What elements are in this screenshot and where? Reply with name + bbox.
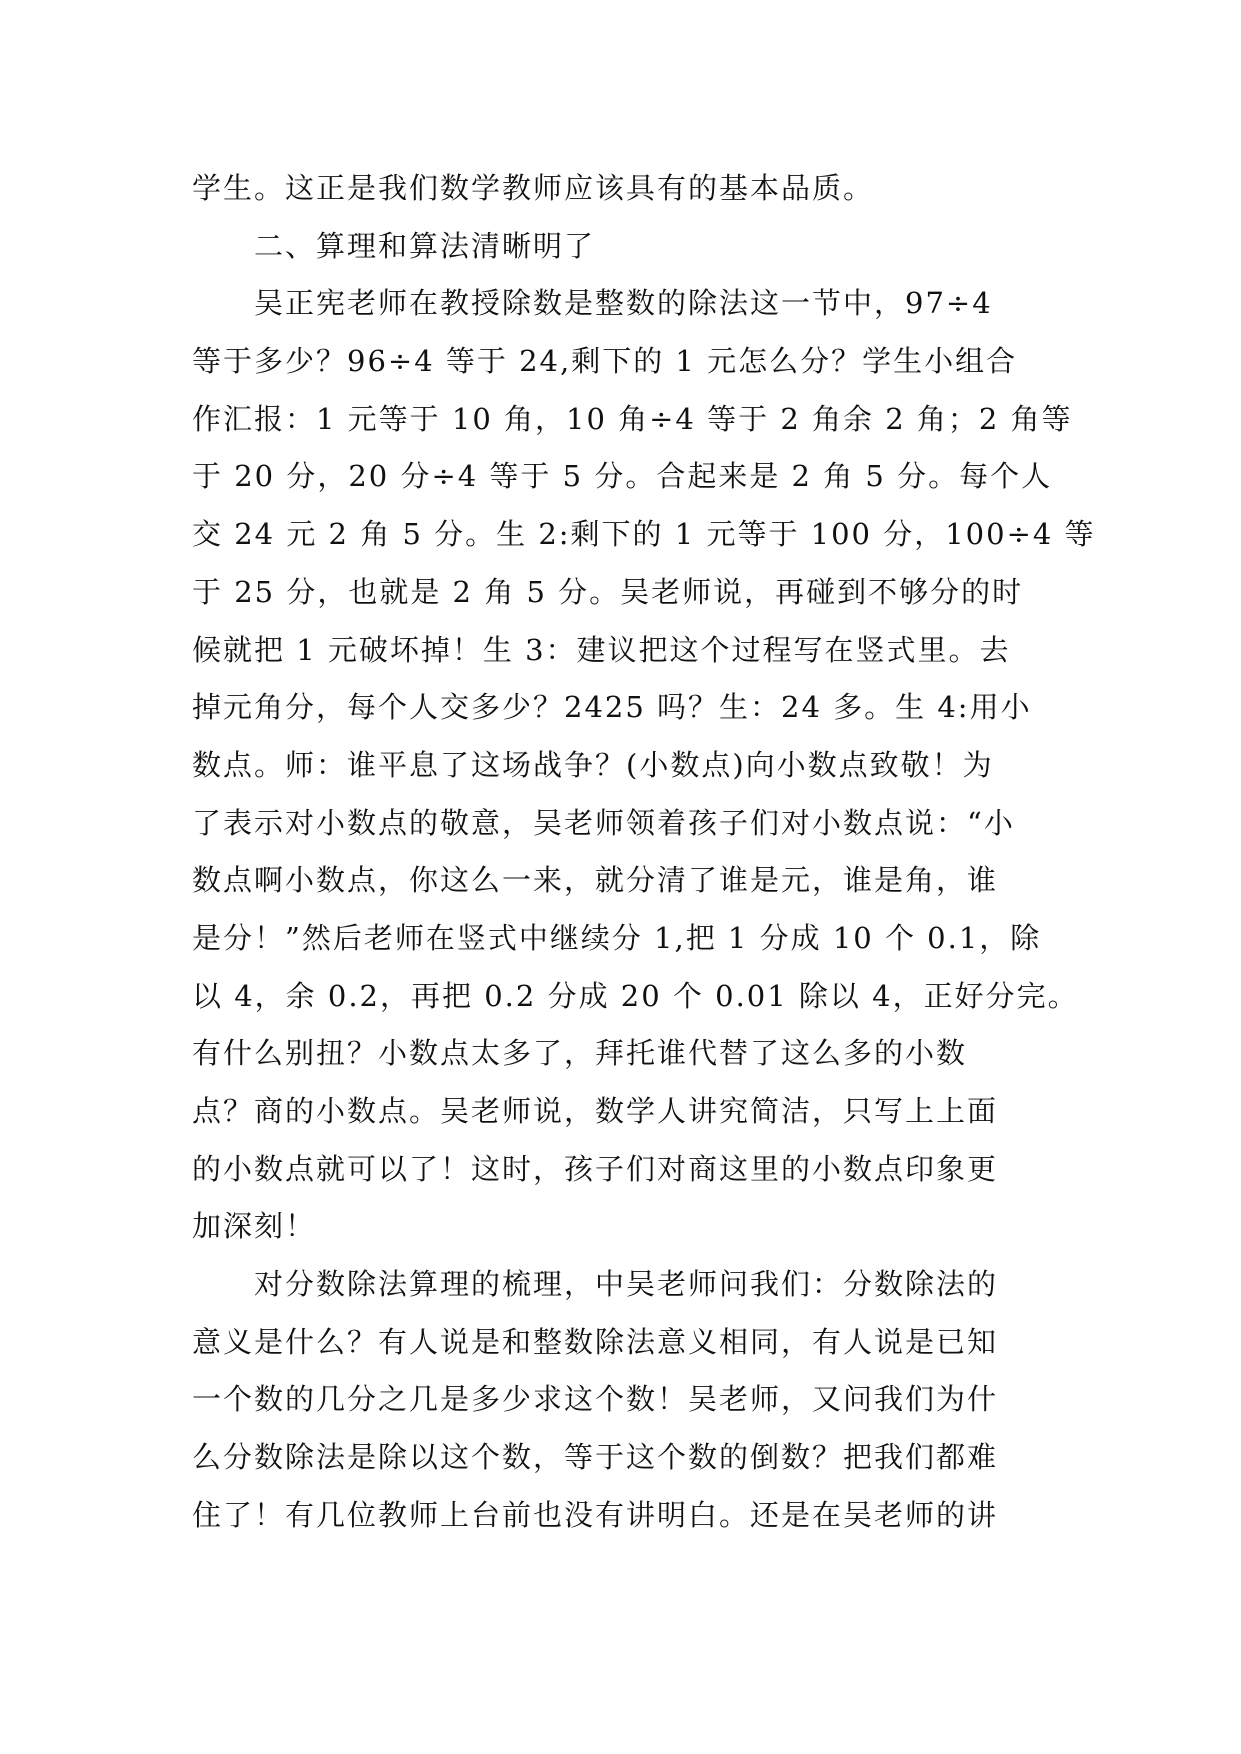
text-line: 数点啊小数点，你这么一来，就分清了谁是元，谁是角，谁 (192, 863, 999, 898)
text-line: 于 20 分，20 分÷4 等于 5 分。合起来是 2 角 5 分。每个人 (192, 459, 1053, 494)
text-line: 以 4，余 0.2，再把 0.2 分成 20 个 0.01 除以 4，正好分完。 (192, 978, 1079, 1013)
text-line: 加深刻！ (192, 1209, 317, 1244)
text-line: 掉元角分，每个人交多少？2425 吗？生：24 多。生 4:用小 (192, 690, 1032, 725)
text-line: 了表示对小数点的敬意，吴老师领着孩子们对小数点说：“小 (192, 805, 1015, 840)
text-line: 住了！有几位教师上台前也没有讲明白。还是在吴老师的讲 (192, 1497, 999, 1532)
text-line: 交 24 元 2 角 5 分。生 2:剩下的 1 元等于 100 分，100÷4 等 (192, 517, 1096, 552)
text-line: 作汇报：1 元等于 10 角，10 角÷4 等于 2 角余 2 角；2 角等 (192, 401, 1073, 436)
text-line: 么分数除法是除以这个数，等于这个数的倒数？把我们都难 (192, 1440, 999, 1475)
text-line: 的小数点就可以了！这时，孩子们对商这里的小数点印象更 (192, 1151, 999, 1186)
text-line: 数点。师：谁平息了这场战争？(小数点)向小数点致敬！为 (192, 747, 994, 782)
text-line: 候就把 1 元破坏掉！生 3：建议把这个过程写在竖式里。去 (192, 632, 1011, 667)
section-heading: 二、算理和算法清晰明了 (254, 228, 596, 263)
text-line: 有什么别扭？小数点太多了，拜托谁代替了这么多的小数 (192, 1036, 968, 1071)
text-line: 等于多少？96÷4 等于 24,剩下的 1 元怎么分？学生小组合 (192, 344, 1018, 379)
text-line: 点？商的小数点。吴老师说，数学人讲究简洁，只写上上面 (192, 1094, 999, 1128)
text-line: 对分数除法算理的梳理，中吴老师问我们：分数除法的 (254, 1267, 999, 1302)
body-text (192, 160, 1096, 1545)
text-line: 是分！”然后老师在竖式中继续分 1,把 1 分成 10 个 0.1，除 (192, 920, 1042, 955)
text-line: 一个数的几分之几是多少求这个数！吴老师，又问我们为什 (192, 1382, 999, 1417)
text-line: 学生。这正是我们数学教师应该具有的基本品质。 (192, 171, 875, 205)
text-line: 于 25 分，也就是 2 角 5 分。吴老师说，再碰到不够分的时 (192, 574, 1024, 609)
text-line: 意义是什么？有人说是和整数除法意义相同，有人说是已知 (192, 1324, 999, 1359)
text-line: 吴正宪老师在教授除数是整数的除法这一节中，97÷4 (254, 286, 993, 321)
